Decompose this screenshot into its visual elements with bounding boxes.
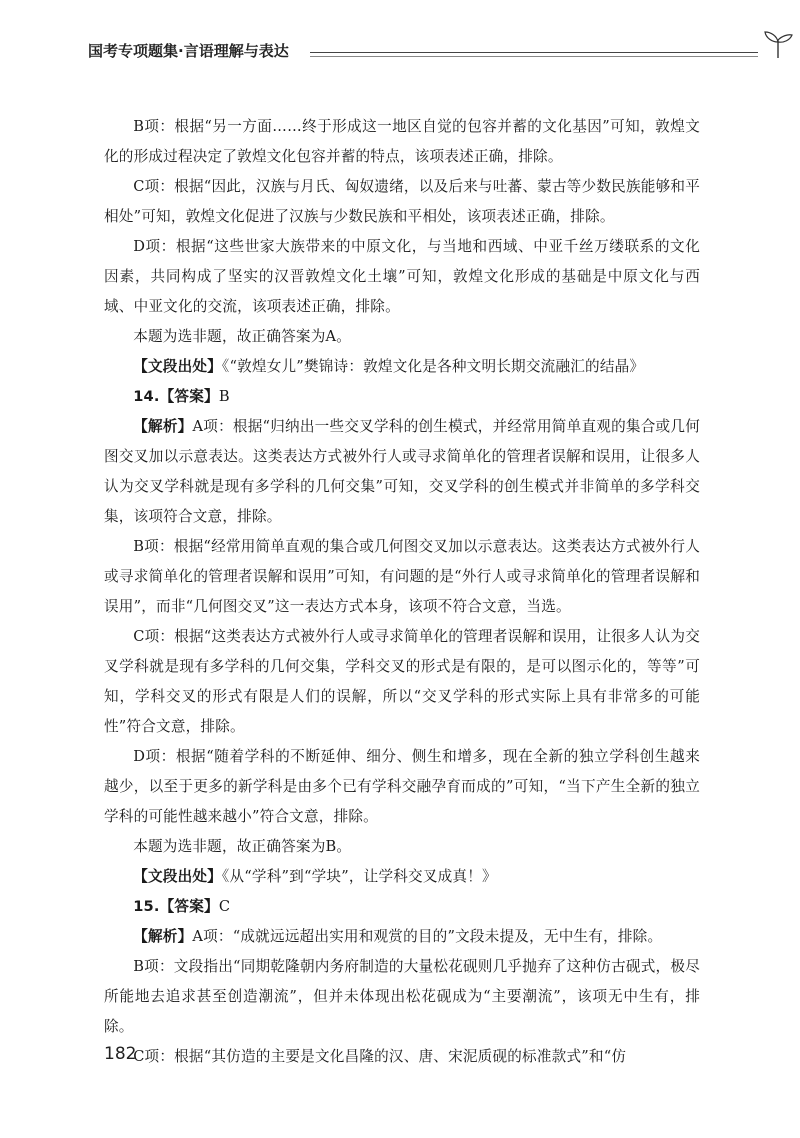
paragraph-14-answer: 14.【答案】B — [133, 388, 230, 405]
source-label: 【文段出处】 — [133, 868, 222, 885]
paragraph-14b: B项：根据“经常用简单直观的集合或几何图交叉加以示意表达。这类表达方式被外行人或寻求简单化的管理者误解和误用”可知，有问题的是“外行人或寻求简单化的管理者误解和误用”，而非“几何图交叉”这一表达方式本身，该项不符合文意，当选。 — [104, 538, 700, 615]
paragraph-13b: B项：根据“另一方面……终于形成这一地区自觉的包容并蓄的文化基因”可知，敦煌文化的形成过程决定了敦煌文化包容并蓄的特点，该项表述正确，排除。 — [104, 118, 700, 165]
sprout-icon — [760, 28, 796, 60]
paragraph-15-answer: 15.【答案】C — [133, 898, 231, 915]
header-rule — [310, 52, 758, 53]
paragraph-15a: 【解析】A项：“成就远远超出实用和观赏的目的”文段未提及，无中生有，排除。 — [133, 928, 663, 945]
answer-label: 15.【答案】 — [133, 898, 219, 915]
header-title: 国考专项题集·言语理解与表达 — [88, 42, 289, 60]
paragraph-14c: C项：根据“这类表达方式被外行人或寻求简单化的管理者误解和误用，让很多人认为交叉学科就是现有多学科的几何交集，学科交叉的形式是有限的，是可以图示化的，等等”可知，学科交叉的形式有限是人们的误解，所以“交叉学科的形式实际上具有非常多的可能性”符合文意，排除。 — [104, 628, 700, 735]
paragraph-14a: 【解析】A项：根据“归纳出一些交叉学科的创生模式，并经常用简单直观的集合或几何图交叉加以示意表达。这类表达方式被外行人或寻求简单化的管理者误解和误用，让很多人认为交叉学科就是现有多学科的几何交集”可知，交叉学科的创生模式并非简单的多学科交集，该项符合文意，排除。 — [104, 418, 700, 525]
paragraph-14-conclusion: 本题为选非题，故正确答案为B。 — [133, 838, 352, 855]
header-rule-thin — [310, 56, 758, 57]
paragraph-13c: C项：根据“因此，汉族与月氏、匈奴遗绪，以及后来与吐蕃、蒙古等少数民族能够和平相处”可知，敦煌文化促进了汉族与少数民族和平相处，该项表述正确，排除。 — [104, 178, 700, 225]
page-number: 182 — [104, 1044, 137, 1064]
paragraph-15c: C项：根据“其仿造的主要是文化昌隆的汉、唐、宋泥质砚的标准款式”和“仿 — [133, 1048, 627, 1065]
paragraph-14-source: 【文段出处】《从“学科”到“学块”，让学科交叉成真！》 — [133, 868, 497, 885]
analysis-label: 【解析】 — [133, 928, 193, 945]
answer-explanations — [104, 112, 700, 1072]
paragraph-14d: D项：根据“随着学科的不断延伸、细分、侧生和增多，现在全新的独立学科创生越来越少，以至于更多的新学科是由多个已有学科交融孕育而成的”可知，“当下产生全新的独立学科的可能性越来越小”符合文意，排除。 — [104, 748, 700, 825]
paragraph-13-source: 【文段出处】《“敦煌女儿”樊锦诗：敦煌文化是各种文明长期交流融汇的结晶》 — [133, 358, 645, 375]
running-header — [88, 36, 728, 66]
source-label: 【文段出处】 — [133, 358, 222, 375]
paragraph-13d: D项：根据“这些世家大族带来的中原文化，与当地和西域、中亚千丝万缕联系的文化因素，共同构成了坚实的汉晋敦煌文化土壤”可知，敦煌文化形成的基础是中原文化与西域、中亚文化的交流，该项表述正确，排除。 — [104, 238, 700, 315]
paragraph-15b: B项：文段指出“同期乾隆朝内务府制造的大量松花砚则几乎抛弃了这种仿古砚式，极尽所能地去追求甚至创造潮流”，但并未体现出松花砚成为“主要潮流”，该项无中生有，排除。 — [104, 958, 700, 1035]
answer-label: 14.【答案】 — [133, 388, 219, 405]
analysis-label: 【解析】 — [133, 418, 193, 435]
paragraph-13-conclusion: 本题为选非题，故正确答案为A。 — [133, 328, 352, 345]
